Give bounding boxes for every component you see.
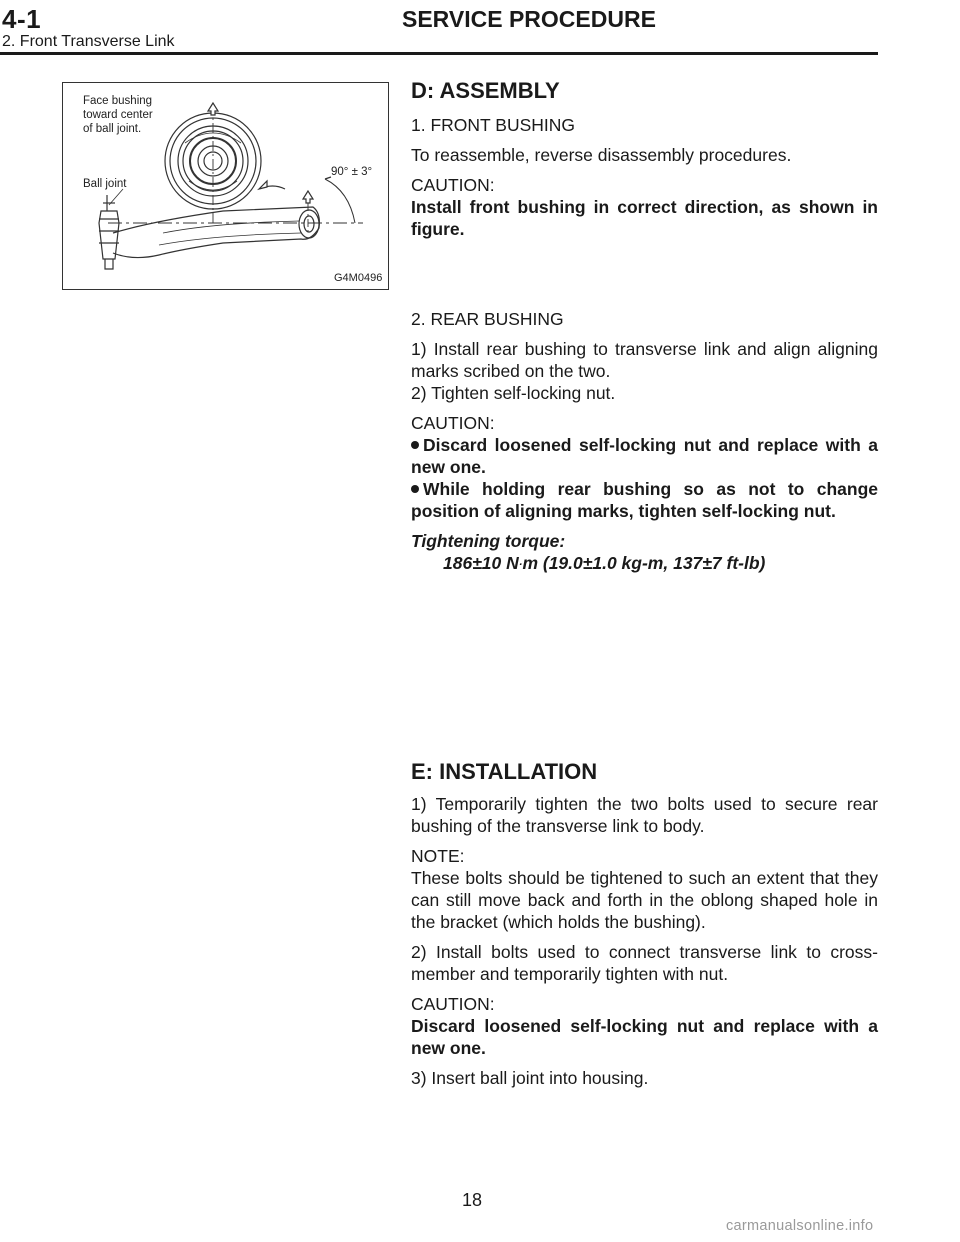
content-column — [411, 78, 878, 1089]
torque-value-dot: · — [518, 559, 523, 571]
installation-caution-label: CAUTION: — [411, 994, 495, 1014]
assembly-heading: D: ASSEMBLY — [411, 78, 560, 103]
spacer — [411, 576, 878, 759]
installation-heading: E: INSTALLATION — [411, 759, 598, 784]
installation-note-label: NOTE: — [411, 846, 465, 866]
rear-caution-item-2 — [411, 478, 878, 522]
face-label-line1: Face bushing — [83, 95, 153, 107]
torque-label: Tightening torque: — [411, 531, 566, 551]
installation-note-text: These bolts should be tightened to such an extent that they can still move back and forth in the oblong shaped hole in the bracket (which holds the bushing). — [411, 868, 878, 932]
watermark: carmanualsonline.info — [726, 1218, 874, 1234]
torque-value — [411, 552, 878, 576]
front-bushing-heading: 1. FRONT BUSHING — [411, 115, 576, 135]
header-rule — [0, 52, 878, 55]
page-subtitle: 2. Front Transverse Link — [2, 33, 175, 50]
front-bushing-text: To reassemble, reverse disassembly procedures. — [411, 145, 792, 165]
installation-caution-text: Discard loosened self-locking nut and replace with a new one. — [411, 1016, 878, 1058]
face-label-line3: of ball joint. — [83, 123, 142, 135]
bullet-icon — [411, 441, 419, 449]
rear-step-1: 1) Install rear bushing to transverse link and align aligning marks scribed on the two. — [411, 339, 878, 381]
bullet-icon — [411, 485, 419, 493]
installation-step-3: 3) Insert ball joint into housing. — [411, 1068, 649, 1088]
installation-step-1: 1) Temporarily tighten the two bolts used to secure rear bushing of the transverse link to body. — [411, 794, 878, 836]
page-number: 18 — [462, 1190, 483, 1210]
rear-step-2: 2) Tighten self-locking nut. — [411, 383, 616, 403]
rear-bushing-heading: 2. REAR BUSHING — [411, 309, 564, 329]
spacer — [411, 240, 878, 308]
page-title: SERVICE PROCEDURE — [402, 6, 656, 32]
rear-caution-item-2-text: While holding rear bushing so as not to change position of aligning marks, tighten self-locking nut. — [411, 479, 878, 521]
rear-caution-item-1 — [411, 434, 878, 478]
figure-label-angle: 90° ± 3° — [331, 166, 373, 178]
front-caution-text: Install front bushing in correct direction, as shown in figure. — [411, 197, 878, 239]
installation-step-2: 2) Install bolts used to connect transverse link to cross-member and temporarily tighten with nut. — [411, 942, 878, 984]
face-label-line2: toward center — [83, 109, 153, 121]
rear-caution-item-1-text: Discard loosened self-locking nut and replace with a new one. — [411, 435, 878, 477]
figure-id: G4M0496 — [334, 272, 383, 284]
front-caution-label: CAUTION: — [411, 175, 495, 195]
figure-label-ball-joint: Ball joint — [83, 178, 127, 190]
section-code: 4-1 — [2, 4, 42, 34]
torque-value-b: m (19.0±1.0 kg-m, 137±7 ft-lb) — [522, 553, 766, 573]
bushing-figure — [62, 82, 389, 290]
rear-caution-label: CAUTION: — [411, 413, 495, 433]
figure-label-face — [83, 94, 153, 136]
torque-value-a: 186±10 N — [443, 553, 519, 573]
